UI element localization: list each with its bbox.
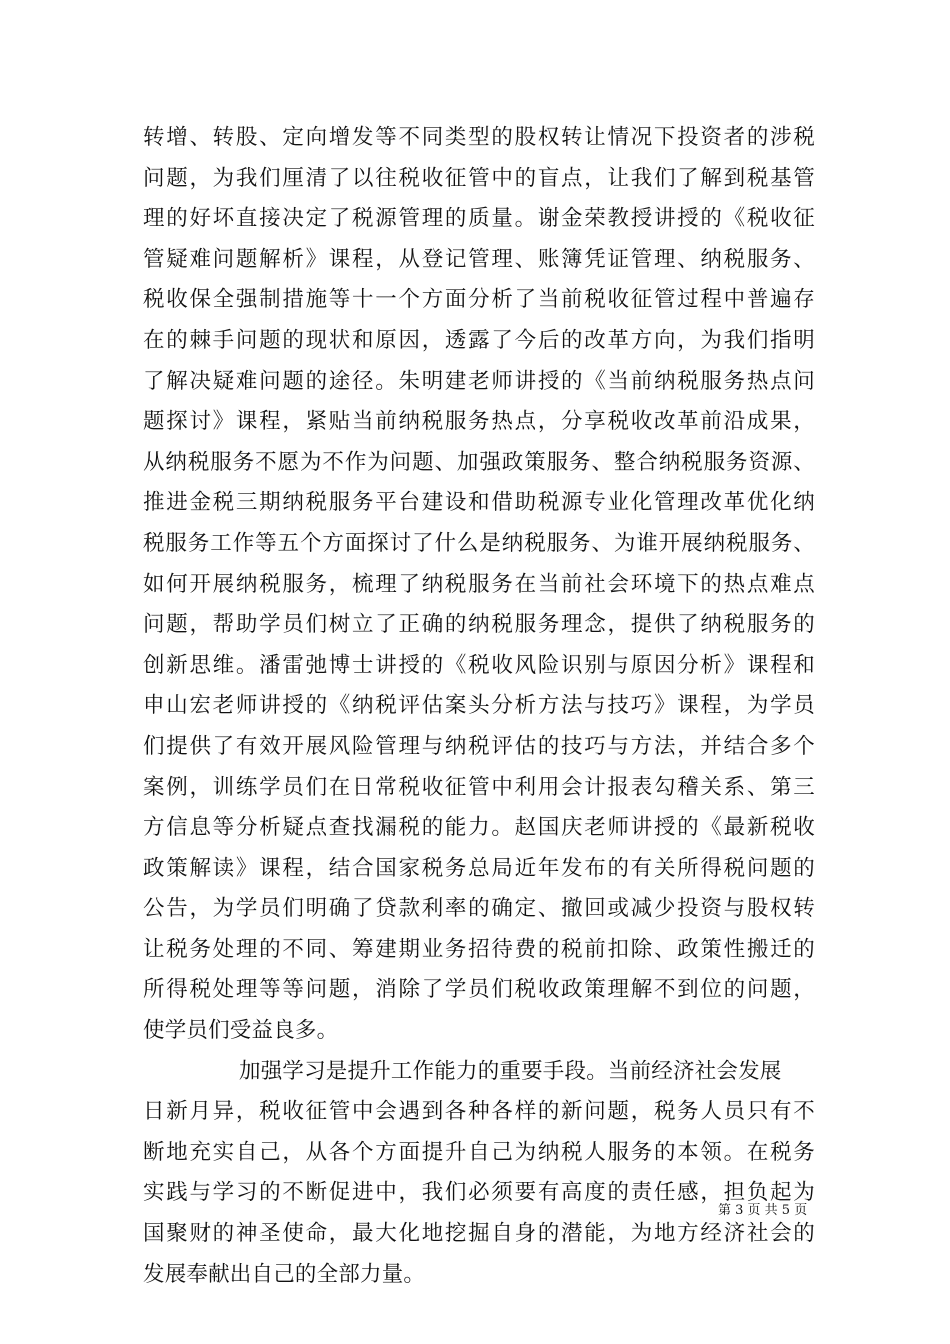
text-line: 创新思维。潘雷弛博士讲授的《税收风险识别与原因分析》课程和 [143, 652, 815, 678]
text-line: 理的好坏直接决定了税源管理的质量。谢金荣教授讲授的《税收征 [143, 206, 815, 232]
text-line: 管疑难问题解析》课程，从登记管理、账簿凭证管理、纳税服务、 [143, 246, 815, 272]
text-line: 推进金税三期纳税服务平台建设和借助税源专业化管理改革优化纳 [143, 490, 815, 516]
text-line: 问题，帮助学员们树立了正确的纳税服务理念，提供了纳税服务的 [143, 612, 815, 638]
text-line: 发展奉献出自己的全部力量。 [143, 1261, 426, 1287]
text-line: 申山宏老师讲授的《纳税评估案头分析方法与技巧》课程，为学员 [143, 693, 815, 719]
text-line: 所得税处理等等问题，消除了学员们税收政策理解不到位的问题， [143, 977, 815, 1003]
text-line: 断地充实自己，从各个方面提升自己为纳税人服务的本领。在税务 [143, 1139, 815, 1165]
text-line: 题探讨》课程，紧贴当前纳税服务热点，分享税收改革前沿成果， [143, 409, 815, 435]
page-number: 第 3 页 共 5 页 [718, 1203, 808, 1218]
text-line: 问题，为我们厘清了以往税收征管中的盲点，让我们了解到税基管 [143, 165, 815, 191]
text-line: 税收保全强制措施等十一个方面分析了当前税收征管过程中普遍存 [143, 287, 815, 313]
text-line: 如何开展纳税服务，梳理了纳税服务在当前社会环境下的热点难点 [143, 571, 815, 597]
text-line: 国聚财的神圣使命，最大化地挖掘自身的潜能，为地方经济社会的 [143, 1221, 815, 1247]
body-text [143, 118, 815, 1295]
text-line: 让税务处理的不同、筹建期业务招待费的税前扣除、政策性搬迁的 [143, 936, 815, 962]
text-line: 了解决疑难问题的途径。朱明建老师讲授的《当前纳税服务热点问 [143, 368, 815, 394]
text-line: 实践与学习的不断促进中，我们必须要有高度的责任感，担负起为 [143, 1180, 815, 1206]
text-line: 使学员们受益良多。 [143, 1018, 339, 1044]
text-line: 税服务工作等五个方面探讨了什么是纳税服务、为谁开展纳税服务、 [143, 530, 815, 556]
text-line: 案例，训练学员们在日常税收征管中利用会计报表勾稽关系、第三 [143, 774, 815, 800]
text-line: 日新月异，税收征管中会遇到各种各样的新问题，税务人员只有不 [143, 1099, 815, 1125]
text-line: 从纳税服务不愿为不作为问题、加强政策服务、整合纳税服务资源、 [143, 449, 815, 475]
text-line: 方信息等分析疑点查找漏税的能力。赵国庆老师讲授的《最新税收 [143, 815, 815, 841]
paragraph-first-line: 加强学习是提升工作能力的重要手段。当前经济社会发展 [239, 1058, 782, 1084]
text-line: 转增、转股、定向增发等不同类型的股权转让情况下投资者的涉税 [143, 125, 815, 150]
text-line: 在的棘手问题的现状和原因，透露了今后的改革方向，为我们指明 [143, 327, 815, 353]
text-line: 们提供了有效开展风险管理与纳税评估的技巧与方法，并结合多个 [143, 733, 815, 759]
text-line: 政策解读》课程，结合国家税务总局近年发布的有关所得税问题的 [143, 855, 815, 881]
text-line: 公告，为学员们明确了贷款利率的确定、撤回或减少投资与股权转 [143, 896, 815, 922]
